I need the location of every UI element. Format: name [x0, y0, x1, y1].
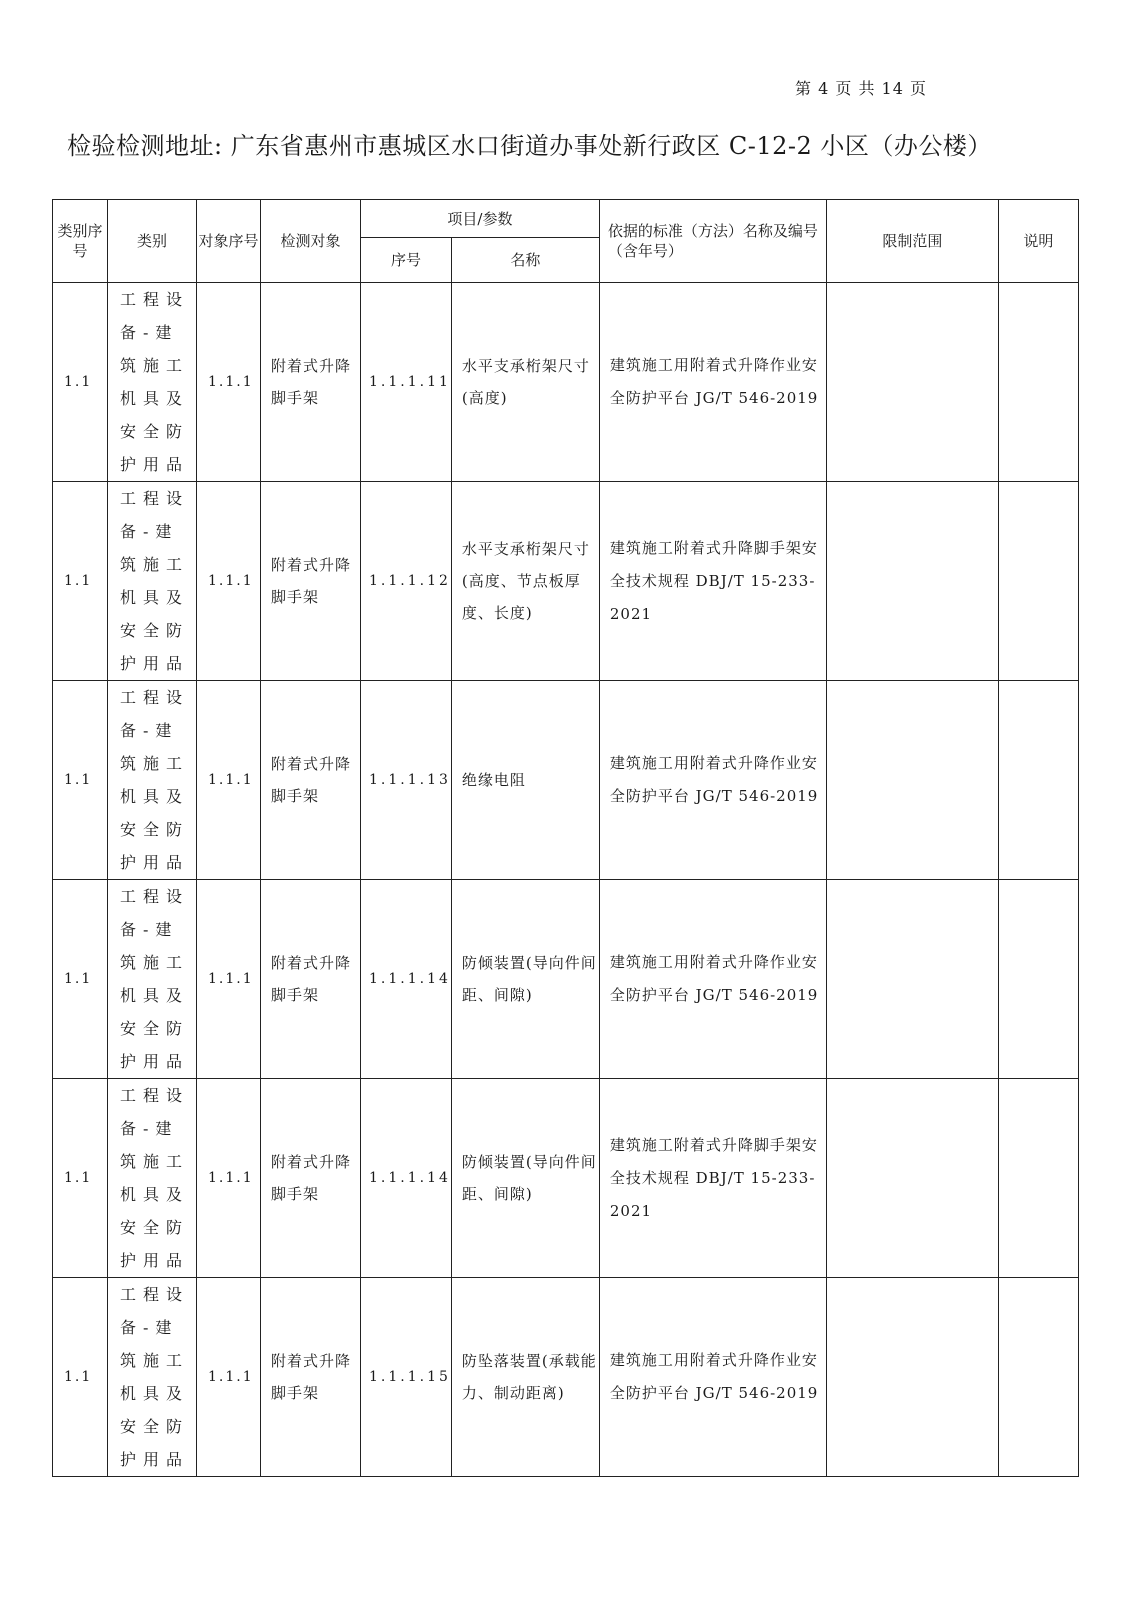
scope-table	[52, 199, 1079, 1477]
cell-item-name: 防倾装置(导向件间距、间隙)	[451, 880, 599, 1079]
cell-category-number: 1.1	[53, 880, 108, 1079]
cell-category-number: 1.1	[53, 681, 108, 880]
cell-note	[998, 482, 1078, 681]
cell-object-number: 1.1.1	[197, 283, 261, 482]
cell-object-number: 1.1.1	[197, 1079, 261, 1278]
cell-category: 工程设备-建筑施工机具及安全防护用品	[108, 1079, 197, 1278]
cell-category-number: 1.1	[53, 283, 108, 482]
header-category: 类别	[108, 200, 197, 283]
header-test-object: 检测对象	[261, 200, 361, 283]
table-row	[53, 1079, 1079, 1278]
table-row	[53, 1278, 1079, 1477]
cell-standard: 建筑施工用附着式升降作业安全防护平台 JG/T 546-2019	[599, 681, 826, 880]
cell-object-number: 1.1.1	[197, 681, 261, 880]
page-number: 第 4 页 共 14 页	[795, 79, 927, 98]
header-object-number: 对象序号	[197, 200, 261, 283]
cell-category: 工程设备-建筑施工机具及安全防护用品	[108, 681, 197, 880]
cell-item-number: 1.1.1.13	[361, 681, 452, 880]
cell-limit-range	[826, 1079, 998, 1278]
cell-limit-range	[826, 880, 998, 1079]
cell-item-number: 1.1.1.15	[361, 1278, 452, 1477]
cell-item-number: 1.1.1.14	[361, 880, 452, 1079]
cell-category-number: 1.1	[53, 1278, 108, 1477]
cell-note	[998, 1079, 1078, 1278]
cell-standard: 建筑施工用附着式升降作业安全防护平台 JG/T 546-2019	[599, 283, 826, 482]
cell-standard: 建筑施工附着式升降脚手架安全技术规程 DBJ/T 15-233-2021	[599, 482, 826, 681]
cell-limit-range	[826, 681, 998, 880]
cell-object-number: 1.1.1	[197, 880, 261, 1079]
cell-test-object: 附着式升降脚手架	[261, 1278, 361, 1477]
table-row	[53, 880, 1079, 1079]
cell-category-number: 1.1	[53, 1079, 108, 1278]
header-item-number: 序号	[361, 238, 452, 283]
cell-standard: 建筑施工用附着式升降作业安全防护平台 JG/T 546-2019	[599, 880, 826, 1079]
cell-category: 工程设备-建筑施工机具及安全防护用品	[108, 482, 197, 681]
cell-object-number: 1.1.1	[197, 482, 261, 681]
cell-item-name: 防坠落装置(承载能力、制动距离)	[451, 1278, 599, 1477]
cell-test-object: 附着式升降脚手架	[261, 880, 361, 1079]
header-category-number: 类别序号	[53, 200, 108, 283]
cell-limit-range	[826, 283, 998, 482]
cell-standard: 建筑施工附着式升降脚手架安全技术规程 DBJ/T 15-233-2021	[599, 1079, 826, 1278]
table-body	[53, 283, 1079, 1477]
cell-item-name: 水平支承桁架尺寸(高度)	[451, 283, 599, 482]
cell-category-number: 1.1	[53, 482, 108, 681]
table-row	[53, 482, 1079, 681]
cell-note	[998, 880, 1078, 1079]
cell-limit-range	[826, 1278, 998, 1477]
table-row	[53, 681, 1079, 880]
cell-category: 工程设备-建筑施工机具及安全防护用品	[108, 1278, 197, 1477]
table-row	[53, 283, 1079, 482]
cell-test-object: 附着式升降脚手架	[261, 482, 361, 681]
cell-note	[998, 681, 1078, 880]
cell-object-number: 1.1.1	[197, 1278, 261, 1477]
cell-item-name: 水平支承桁架尺寸(高度、节点板厚度、长度)	[451, 482, 599, 681]
cell-item-number: 1.1.1.11	[361, 283, 452, 482]
header-item-parameter: 项目/参数	[361, 200, 600, 238]
test-address: 检验检测地址: 广东省惠州市惠城区水口街道办事处新行政区 C-12-2 小区（办公楼）	[67, 132, 992, 160]
cell-note	[998, 1278, 1078, 1477]
cell-test-object: 附着式升降脚手架	[261, 681, 361, 880]
header-limit-range: 限制范围	[826, 200, 998, 283]
header-standard: 依据的标准（方法）名称及编号（含年号）	[599, 200, 826, 283]
cell-note	[998, 283, 1078, 482]
cell-item-name: 绝缘电阻	[451, 681, 599, 880]
cell-item-number: 1.1.1.12	[361, 482, 452, 681]
cell-item-number: 1.1.1.14	[361, 1079, 452, 1278]
header-item-name: 名称	[451, 238, 599, 283]
cell-limit-range	[826, 482, 998, 681]
cell-category: 工程设备-建筑施工机具及安全防护用品	[108, 283, 197, 482]
cell-test-object: 附着式升降脚手架	[261, 283, 361, 482]
table-header	[53, 200, 1079, 283]
cell-test-object: 附着式升降脚手架	[261, 1079, 361, 1278]
cell-standard: 建筑施工用附着式升降作业安全防护平台 JG/T 546-2019	[599, 1278, 826, 1477]
header-note: 说明	[998, 200, 1078, 283]
cell-category: 工程设备-建筑施工机具及安全防护用品	[108, 880, 197, 1079]
cell-item-name: 防倾装置(导向件间距、间隙)	[451, 1079, 599, 1278]
